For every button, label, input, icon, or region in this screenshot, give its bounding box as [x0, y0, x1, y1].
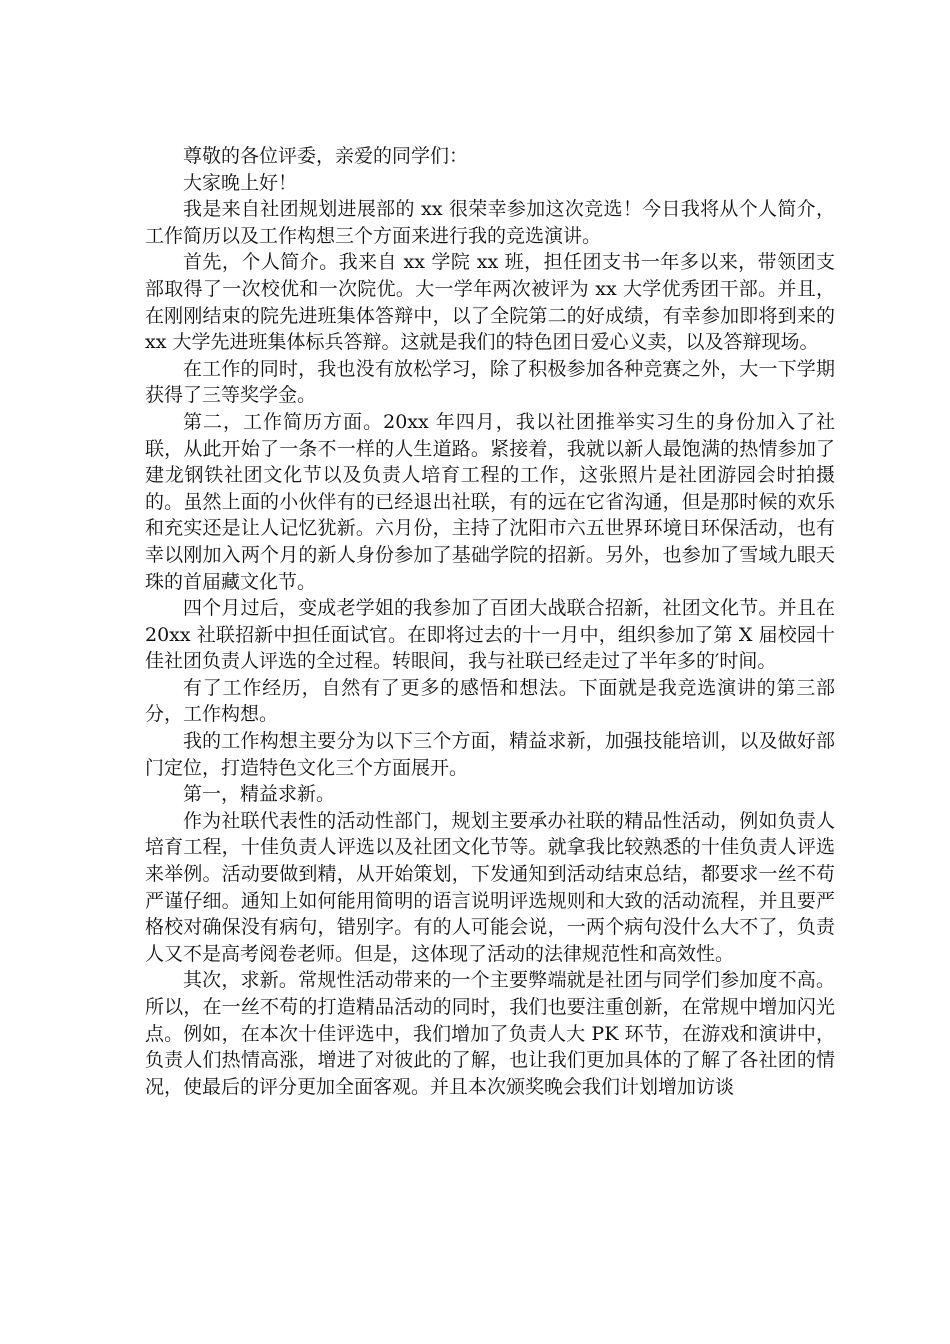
innovation-paragraph: 其次，求新。常规性活动带来的一个主要弊端就是社团与同学们参加度不高。所以，在一丝不苟的打造精品活动的同时，我们也要注重创新，在常规中增加闪光点。例如，在本次十佳评选中，我们增加了负责人大 PK 环节，在游戏和演讲中，负责人们热情高涨，增进了对彼此的了解，也让我们更加具体的了解了各社团的情况，使最后的评分更加全面客观。并且本次颁奖晚会我们计划增加访谈 [145, 969, 835, 1098]
recruitment-paragraph: 四个月过后，变成老学姐的我参加了百团大战联合招新，社团文化节。并且在 20xx 社联招新中担任面试官。在即将过去的十一月中，组织参加了第 X 届校园十佳社团负责人评选的全过程。转眼间，我与社联已经走过了半年多的′时间。 [145, 597, 835, 673]
quality-activity-paragraph: 作为社联代表性的活动性部门，规划主要承办社联的精品性活动，例如负责人培育工程，十佳负责人评选以及社团文化节等。就拿我比较熟悉的十佳负责人评选来举例。活动要做到精，从开始策划，下发通知到活动结束总结，都要求一丝不苟严谨仔细。通知上如何能用简明的语言说明评选规则和大致的活动流程，并且要严格校对确保没有病句，错别字。有的人可能会说，一两个病句没什么大不了，负责人又不是高考阅卷老师。但是，这体现了活动的法律规范性和高效性。 [145, 809, 835, 965]
plan-overview-paragraph: 我的工作构想主要分为以下三个方面，精益求新，加强技能培训，以及做好部门定位，打造特色文化三个方面展开。 [145, 730, 835, 779]
section-heading-first: 第一，精益求新。 [183, 783, 336, 806]
transition-paragraph: 有了工作经历，自然有了更多的感悟和想法。下面就是我竞选演讲的第三部分，工作构想。 [145, 676, 835, 726]
speech-body [145, 143, 835, 1100]
personal-profile-paragraph: 首先，个人简介。我来自 xx 学院 xx 班，担任团支书一年多以来，带领团支部取得了一次校优和一次院优。大一学年两次被评为 xx 大学优秀团干部。并且，在刚刚结束的院先进班集体答辩中，以了全院第二的好成绩，有幸参加即将到来的 xx 大学先进班集体标兵答辩。这就是我们的特色团日爱心义卖，以及答辩现场。 [145, 251, 835, 354]
intro-paragraph: 我是来自社团规划进展部的 xx 很荣幸参加这次竞选！今日我将从个人简介，工作简历以及工作构想三个方面来进行我的竞选演讲。 [145, 198, 835, 247]
work-history-paragraph: 第二，工作简历方面。20xx 年四月，我以社团推举实习生的身份加入了社联，从此开始了一条不一样的人生道路。紧接着，我就以新人最饱满的热情参加了建龙钢铁社团文化节以及负责人培育工程的工作，这张照片是社团游园会时拍摄的。虽然上面的小伙伴有的已经退出社联，有的远在它省沟通，但是那时候的欢乐和充实还是让人记忆犹新。六月份，主持了沈阳市六五世界环境日环保活动，也有幸以刚加入两个月的新人身份参加了基础学院的招新。另外，也参加了雪域九眼天珠的首届藏文化节。 [145, 410, 835, 593]
study-paragraph: 在工作的同时，我也没有放松学习，除了积极参加各种竞赛之外，大一下学期获得了三等奖学金。 [145, 357, 835, 407]
salutation-line: 大家晚上好！ [183, 171, 298, 194]
greeting-line: 尊敬的各位评委，亲爱的同学们： [183, 145, 469, 167]
